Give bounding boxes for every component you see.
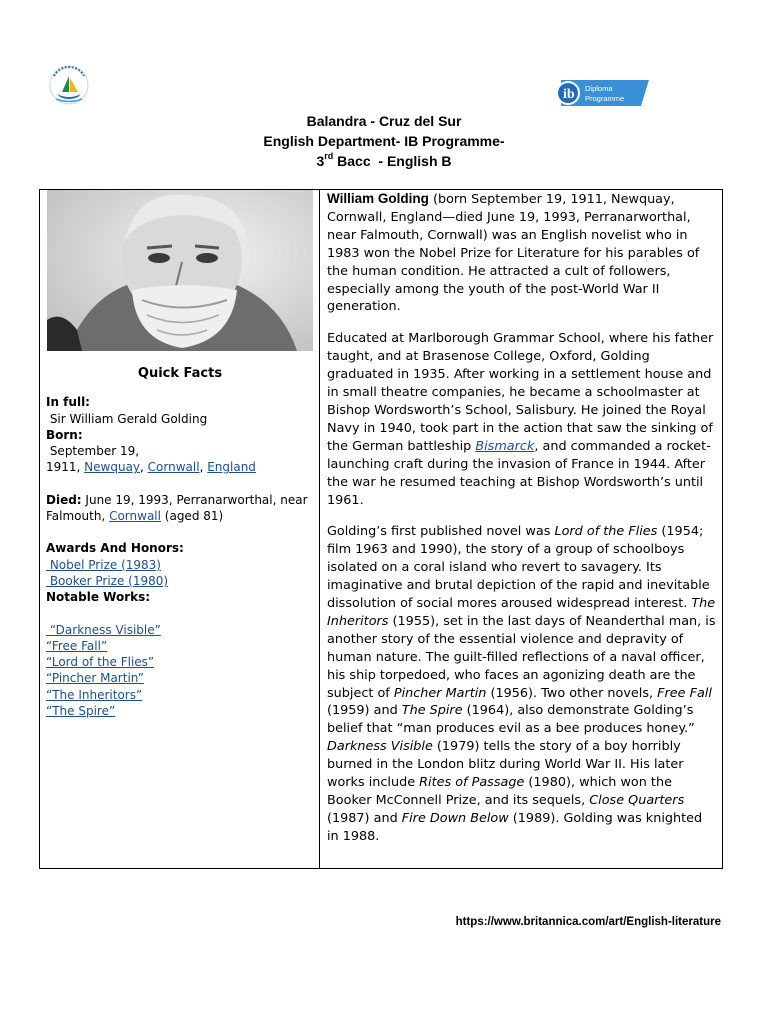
quick-facts-title: Quick Facts	[137, 366, 223, 381]
column-divider	[319, 189, 320, 869]
cornwall-link[interactable]: Cornwall	[147, 460, 200, 475]
newquay-link[interactable]: Newquay	[84, 460, 141, 475]
work-link-free-fall[interactable]: “Free Fall”	[46, 638, 108, 653]
ib-logo-line2: Programme	[585, 94, 625, 103]
died-entry: Died: June 19, 1993, Perranarworthal, near Falmouth, Cornwall (aged 81)	[46, 492, 308, 524]
work-link-darkness-visible[interactable]: “Darkness Visible”	[46, 622, 161, 637]
england-link[interactable]: England	[207, 460, 256, 475]
bio-paragraph-2: Educated at Marlborough Grammar School, where his father taught, and at Brasenose College, Oxford, Golding graduated in 1935. After working in a settlement house and in small theatre companies, he became a schoolmaster at Bishop Wordsworth’s School, Salisbury. He joined the Royal Navy in 1940, took part in the action that saw the sinking of the German battleship Bismarck, and commanded a rocket-launching craft during the invasion of France in 1944. After the war he resumed teaching at Bishop Wordsworth’s until 1961.	[327, 331, 714, 508]
nobel-prize-link[interactable]: Nobel Prize (1983)	[46, 557, 161, 572]
author-portrait	[47, 190, 313, 351]
born-date: September 19,	[46, 444, 140, 459]
died-cornwall-link[interactable]: Cornwall	[109, 509, 161, 524]
awards-label: Awards And Honors:	[46, 541, 184, 556]
bio-paragraph-3: Golding’s first published novel was Lord of the Flies (1954; film 1963 and 1990), the story of a group of schoolboys isolated on a coral island who revert to savagery. Its imaginative and brutal depiction of the rapid and inevitable dissolution of social mores aroused widespread interest. The Inheritors (1955), set in the last days of Neanderthal man, is another story of the essential violence and depravity of human nature. The guilt-filled reflections of a naval officer, his ship torpedoed, who faces an agonizing death are the subject of Pincher Martin (1956). Two other novels, Free Fall (1959) and The Spire (1964), also demonstrate Golding’s belief that “man produces evil as a bee produces honey.” Darkness Visible (1979) tells the story of a boy horribly burned in the London blitz during World War II. His later works include Rites of Passage (1980), which won the Booker McConnell Prize, and its sequels, Close Quarters (1987) and Fire Down Below (1989). Golding was knighted in 1988.	[327, 524, 716, 844]
quick-facts-panel	[46, 366, 314, 719]
work-link-the-spire[interactable]: “The Spire”	[46, 704, 116, 719]
born-label: Born:	[46, 427, 83, 442]
in-full-value: Sir William Gerald Golding	[46, 411, 208, 426]
source-url: https://www.britannica.com/art/English-literature	[455, 916, 721, 928]
header-course: 3rd Bacc - English B	[316, 151, 452, 169]
notable-works-label: Notable Works:	[46, 590, 151, 605]
bismarck-link[interactable]: Bismarck	[475, 438, 535, 454]
work-link-lord-of-the-flies[interactable]: “Lord of the Flies”	[46, 655, 155, 670]
svg-text:ib: ib	[563, 87, 575, 102]
header-school: Balandra - Cruz del Sur	[306, 113, 462, 129]
in-full-label: In full:	[46, 395, 90, 410]
work-link-the-inheritors[interactable]: “The Inheritors”	[46, 687, 143, 702]
author-name: William Golding	[327, 191, 429, 206]
born-place: 1911, Newquay, Cornwall, England	[46, 460, 256, 475]
bio-paragraph-1: William Golding (born September 19, 1911, Newquay, Cornwall, England—died June 19, 1993, Perranarworthal, near Falmouth, Cornwall) was an English novelist who in 1983 won the Nobel Prize for Literature for his parables of the human condition. He attracted a cult of followers, especially among the youth of the post-World War II generation.	[327, 191, 700, 315]
work-link-pincher-martin[interactable]: “Pincher Martin”	[46, 671, 144, 686]
ib-logo-line1: Diploma	[585, 84, 613, 93]
booker-prize-link[interactable]: Booker Prize (1980)	[46, 573, 169, 588]
header-department: English Department- IB Programme-	[263, 133, 505, 149]
school-crest-icon	[48, 64, 90, 106]
ib-diploma-logo	[553, 78, 653, 108]
biography-text	[327, 190, 717, 860]
